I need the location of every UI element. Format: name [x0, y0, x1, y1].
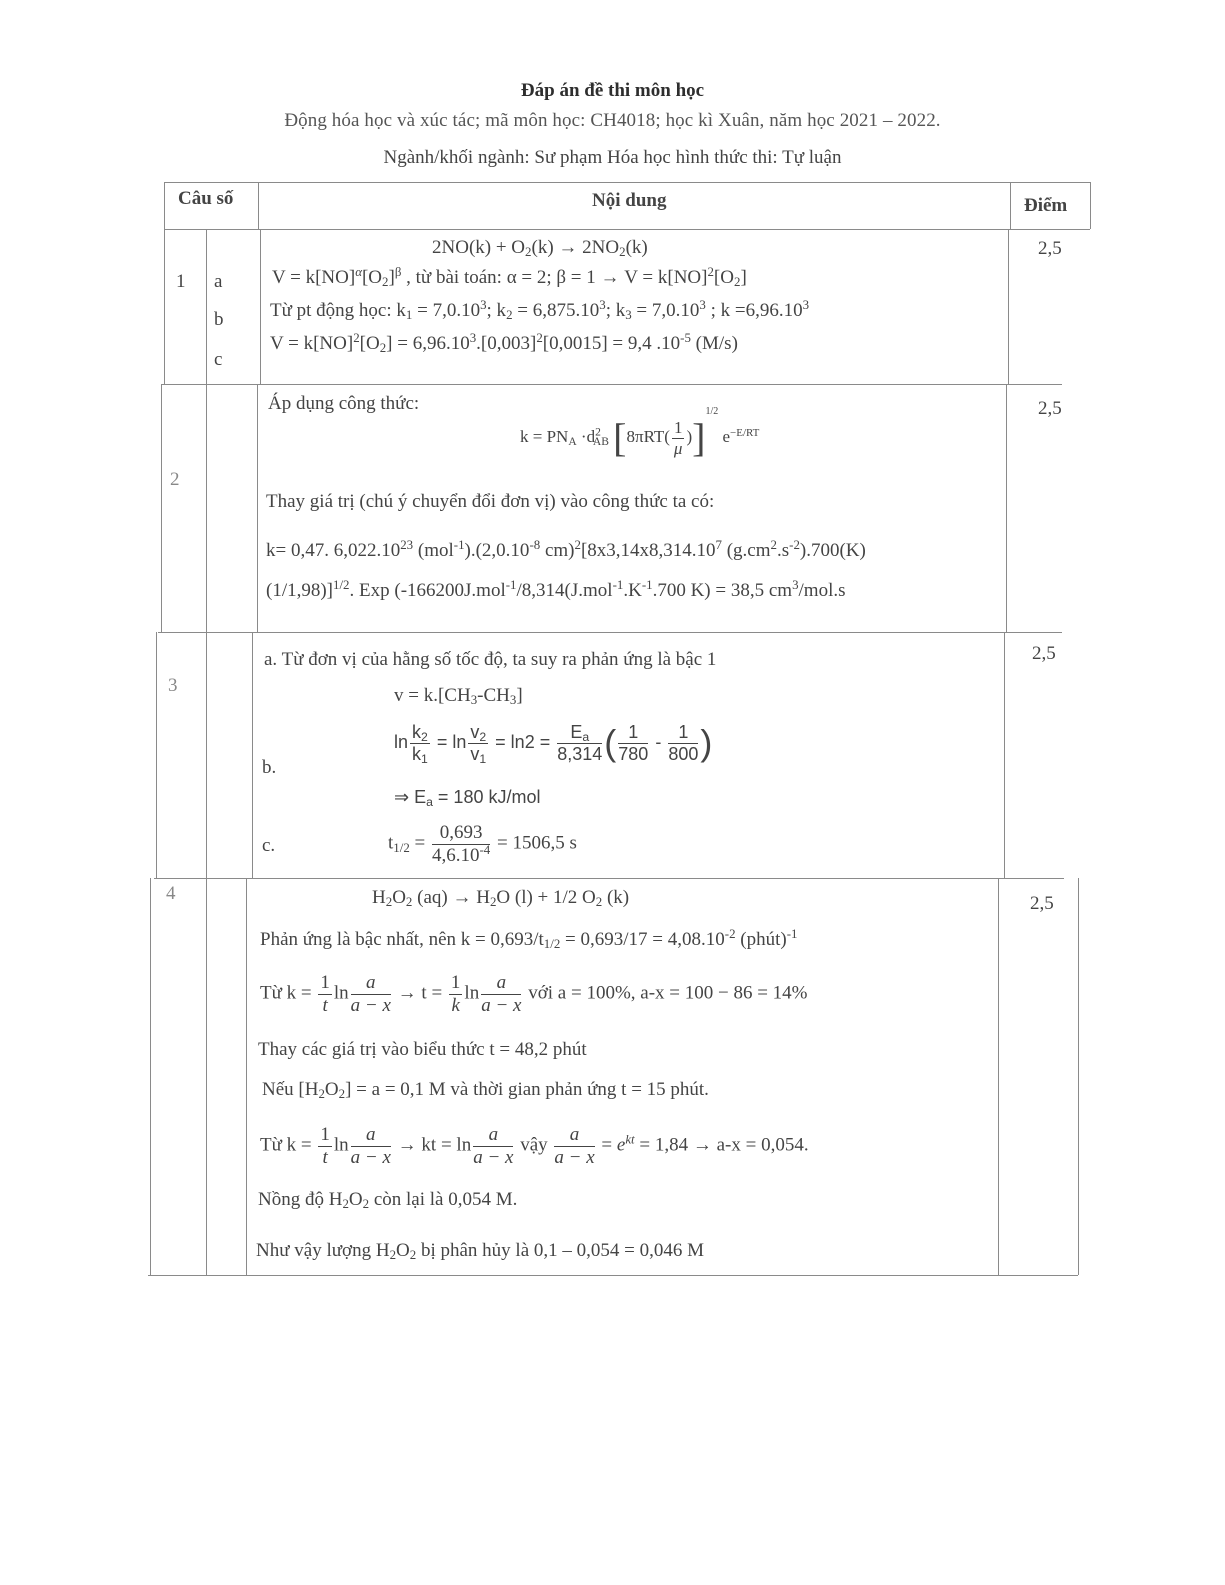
q1-part-c: c [214, 349, 223, 370]
q3-part-c: c. [262, 835, 276, 856]
col-score-header: Điểm [1024, 195, 1068, 216]
q4-decomposed: Như vậy lượng $H_2O_2$ bị phân hủy là 0,1 – 0,054 = 0,046 M [256, 1240, 704, 1263]
q3-part-a: a. Từ đơn vị của hằng số tốc độ, ta suy ra phản ứng là bậc 1 [264, 649, 717, 670]
q3-arrhenius-equation: ln $\frac{k_2}{k_1}$ = ln $\frac{v_2}{v_1}$ = ln2 = $\frac{E_a}{8,314}$ ( $\frac{1}{780}$ - $\frac{1}{800}$ ) [394, 722, 713, 766]
col-question-header: Câu số [178, 188, 234, 209]
q3-half-life: $t_{1/2}$ = $\frac{0,693}{4,6.10^{-4}}$ = 1506,5 s [388, 822, 577, 866]
col-content-header: Nội dung [592, 190, 667, 211]
q4-first-order: Phản ứng là bậc nhất, nên $k = 0,693/t_{1/2} = 0,693/17 = 4,08.10^{-2}$ (phút)$^{-1}$ [260, 925, 798, 952]
q3-score: 2,5 [1032, 643, 1056, 664]
q1-rate-law: $V = k[NO]^\alpha[O_2]^\beta$ , từ bài toán: α = 2; $\beta = 1 \to V = k[NO]^2[O_2]$ [272, 263, 747, 290]
q2-score: 2,5 [1038, 398, 1062, 419]
q1-part-b: b [214, 309, 224, 330]
q4-initial-condition: Nếu $[H_2O_2] = a = 0,1$ M và thời gian phản ứng t = 15 phút. [262, 1079, 709, 1102]
major-info: Ngành/khối ngành: Sư phạm Hóa học hình thức thi: Tự luận [383, 147, 842, 168]
q4-remaining: Nồng độ $H_2O_2$ còn lại là 0,054 M. [258, 1189, 518, 1212]
q4-time-formula: Từ k = $\frac{1}{t}$ ln $\frac{a}{a - x}$ → t = $\frac{1}{k}$ ln $\frac{a}{a - x}$ với a = 100%, a-x = 100 − 86 = 14% [260, 972, 808, 1016]
q1-rate-constants: Từ pt động học: $k_1 = 7,0.10^3$; $k_2 = 6,875.10^3$; $k_3 = 7,0.10^3$ ; $k =6,96.10^3$ [270, 296, 810, 323]
q4-concentration-formula: Từ k = $\frac{1}{t}$ ln $\frac{a}{a - x}$ → kt = ln $\frac{a}{a - x}$ vậy $\frac{a}{a - x}$ = $e^{kt} = 1,84 \to a-x = 0,054$. [260, 1124, 809, 1168]
answer-title: Đáp án đề thi môn học [520, 80, 705, 101]
course-info: Động hóa học và xúc tác; mã môn học: CH4018; học kì Xuân, năm học 2021 – 2022. [284, 110, 941, 131]
q4-score: 2,5 [1030, 893, 1054, 914]
q3-number: 3 [168, 675, 178, 696]
q2-intro: Áp dụng công thức: [268, 393, 420, 414]
q4-time-result: Thay các giá trị vào biểu thức t = 48,2 phút [258, 1039, 587, 1060]
q2-calc-line1: k= 0,47. 6,022.10$^{23}$ $(mol^{-1}).(2,0.10^{-8}$ cm)$^2$[8x3,14x8,314.10$^7$ $(g.cm^2.s^{-2}).700(K)$ [266, 536, 866, 561]
q1-score: 2,5 [1038, 238, 1062, 259]
q1-reaction: $2NO(k) + O_2(k) \to 2NO_2(k)$ [432, 237, 648, 260]
q3-part-b: b. [262, 757, 277, 778]
q3-rate-law: $v = k.[CH_3-CH_3]$ [394, 685, 523, 708]
q1-rate-value: $V = k[NO]^2[O_2] = 6,96.10^3.[0,003]^2[0,0015] = 9,4$ $.10^{-5}$ (M/s) [270, 329, 738, 356]
q3-activation-energy: ⇒ $E_a = 180$ kJ/mol [394, 787, 541, 810]
q1-part-a: a [214, 271, 223, 292]
q4-number: 4 [166, 883, 176, 904]
q2-collision-formula: $k = PN_A \cdot d^2_{AB}$ [8πRT( $\frac{1}{\mu}$ )]$^{1/2}$ $e^{-E/RT}$ [520, 406, 760, 461]
q2-number: 2 [170, 469, 180, 490]
q2-calc-line2: (1/1,98)]$^{1/2}$. Exp ($-166200J.mol^{-1}/8,314(J.mol^{-1}.K^{-1}.700$ K) = 38,5 $cm^3/mol.s$ [266, 576, 846, 601]
q4-reaction: $H_2O_2$ $(aq) \to H_2O$ (l) + 1/2 $O_2$ (k) [372, 887, 630, 910]
q2-substitute-note: Thay giá trị (chú ý chuyển đổi đơn vị) vào công thức ta có: [266, 491, 715, 512]
q1-number: 1 [176, 271, 186, 292]
